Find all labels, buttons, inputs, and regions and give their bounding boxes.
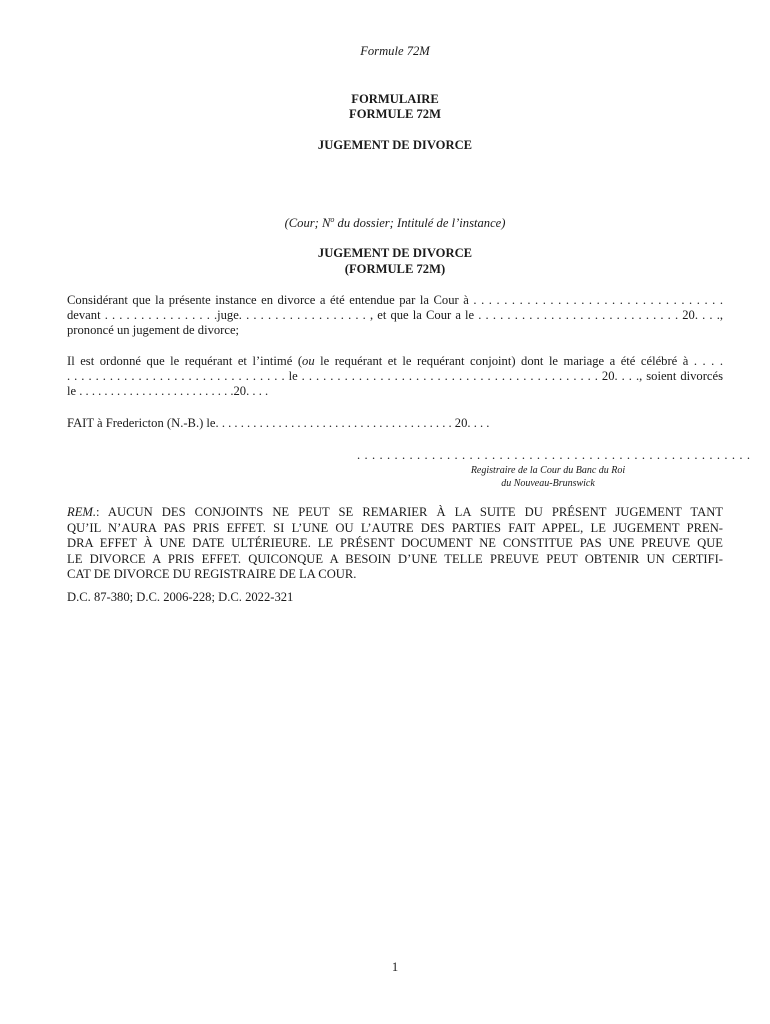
judgment-form-number: (FORMULE 72M) xyxy=(344,262,446,276)
document-title: JUGEMENT DE DIVORCE xyxy=(317,138,473,152)
form-number-heading: FORMULE 72M xyxy=(349,107,441,121)
done-at-line: FAIT à Fredericton (N.-B.) le. . . . . . . . . . . . . . . . . . . . . . . . . . . . . . . . . . . . . . 20. . . . xyxy=(67,416,490,430)
remark-line4: LE DIVORCE A PRIS EFFET. QUICONQUE A BESOIN D’UNE TELLE PREUVE PEUT OBTENIR UN CERTIFI- xyxy=(67,551,723,566)
judgment-title: JUGEMENT DE DIVORCE xyxy=(317,246,473,260)
remark-prefix: REM. xyxy=(67,505,97,519)
page-number: 1 xyxy=(391,960,399,974)
signature-label-province: du Nouveau-Brunswick xyxy=(501,478,595,489)
remark-block xyxy=(67,505,723,583)
form-heading: FORMULAIRE xyxy=(351,92,439,106)
remark-line2: QU’IL N’AURA PAS PRIS EFFET. SI L’UNE OU L’AUTRE DES PARTIES FAIT APPEL, LE JUGEMENT PREN- xyxy=(67,520,723,535)
signature-line: . . . . . . . . . . . . . . . . . . . . . . . . . . . . . . . . . . . . . . . . . . . . . . . . . . . . . xyxy=(357,448,751,462)
caption-text-post: du dossier; Intitulé de l’instance) xyxy=(334,216,506,231)
paragraph2-text-post: le requérant et le requérant conjoint) dont le mariage a été célébré à . . . . xyxy=(314,354,723,368)
remark-line5: CAT DE DIVORCE DU REGISTRAIRE DE LA COUR. xyxy=(67,567,357,581)
signature-label-title: Registraire de la Cour du Banc du Roi xyxy=(470,465,626,476)
running-header: Formule 72M xyxy=(360,44,430,58)
caption-superscript: o xyxy=(330,215,335,224)
remark-line1-text: : AUCUN DES CONJOINTS NE PEUT SE REMARIER À LA SUITE DU PRÉSENT JUGEMENT TANT xyxy=(96,505,723,519)
paragraph2-line2: . . . . . . . . . . . . . . . . . . . . . . . . . . . . . . . le . . . . . . . . . . . . . . . . . . . . . . . . . . . . . . . . . . . . . . . . . . 20. . . ., soient divorcés xyxy=(67,369,723,383)
remark-line3: DRA EFFET À UNE DATE ULTÉRIEURE. LE PRÉSENT DOCUMENT NE CONSTITUE PAS UNE PREUVE QUE xyxy=(67,536,723,550)
paragraph1-line2: devant . . . . . . . . . . . . . . . .juge. . . . . . . . . . . . . . . . . . , et que la Cour a le . . . . . . . . . . . . . . . . . . . . . . . . . . . . 20. . . ., xyxy=(67,308,723,322)
paragraph2-line1 xyxy=(67,354,723,369)
regulation-references: D.C. 87-380; D.C. 2006-228; D.C. 2022-321 xyxy=(67,590,294,604)
court-caption xyxy=(0,215,770,231)
paragraph2-emphasis: ou xyxy=(302,354,315,368)
caption-text-pre: (Cour; N xyxy=(284,216,331,231)
paragraph2-line3: le . . . . . . . . . . . . . . . . . . . . . . . . .20. . . . xyxy=(67,384,269,398)
paragraph2-text-pre: Il est ordonné que le requérant et l’intimé ( xyxy=(67,354,303,368)
paragraph1-line1: Considérant que la présente instance en divorce a été entendue par la Cour à . . . . . . . . . . . . . . . . . . . . . . . . . . . . . . . . . xyxy=(67,293,723,307)
paragraph1-line3: prononcé un jugement de divorce; xyxy=(67,323,240,337)
remark-line1 xyxy=(67,505,723,521)
